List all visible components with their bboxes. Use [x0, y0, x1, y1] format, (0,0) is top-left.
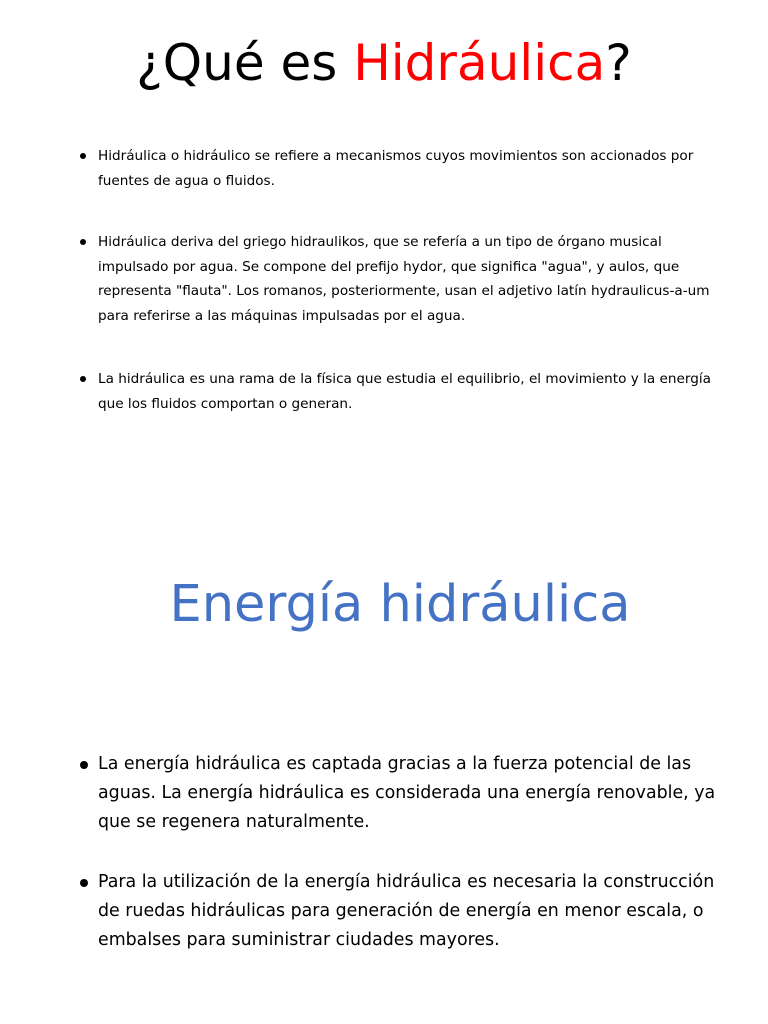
list-item — [78, 367, 718, 416]
page-title — [0, 28, 768, 98]
bullet-text: La energía hidráulica es captada gracias a la fuerza potencial de las aguas. La energía hidráulica es considerada una energía renovable, ya que se regenera naturalmente. — [98, 754, 716, 833]
bullet-icon — [80, 376, 86, 382]
title-highlight: Hidráulica — [353, 34, 606, 92]
list-item — [78, 144, 718, 193]
title-prefix: ¿Qué es — [136, 34, 354, 92]
list-item — [78, 750, 718, 838]
bullet-icon — [80, 761, 88, 769]
list-item — [78, 868, 718, 956]
bullet-text: La hidráulica es una rama de la física que estudia el equilibrio, el movimiento y la energía que los fluidos comportan o generan. — [98, 371, 711, 412]
bullet-text: Hidráulica o hidráulico se refiere a mecanismos cuyos movimientos son accionados por fuentes de agua o fluidos. — [98, 148, 694, 189]
list-item — [78, 230, 718, 328]
bullet-icon — [80, 153, 86, 159]
bullet-text: Hidráulica deriva del griego hidraulikos, que se refería a un tipo de órgano musical impulsado por agua. Se compone del prefijo hydor, que significa "agua", y aulos, que representa "flauta". Los romanos, posteriormente, usan el adjetivo latín hydraulicus-a-um para referirse a las máquinas impulsadas por el agua. — [98, 234, 710, 324]
energy-bullet-list — [78, 750, 718, 955]
bullet-icon — [80, 879, 88, 887]
section-title: Energía hidráulica — [169, 575, 631, 634]
intro-bullet-list — [78, 144, 718, 416]
bullet-text: Para la utilización de la energía hidráulica es necesaria la construcción de ruedas hidráulicas para generación de energía en menor escala, o embalses para suministrar ciudades mayores. — [98, 871, 715, 951]
bullet-icon — [80, 239, 86, 245]
title-suffix: ? — [605, 34, 632, 92]
